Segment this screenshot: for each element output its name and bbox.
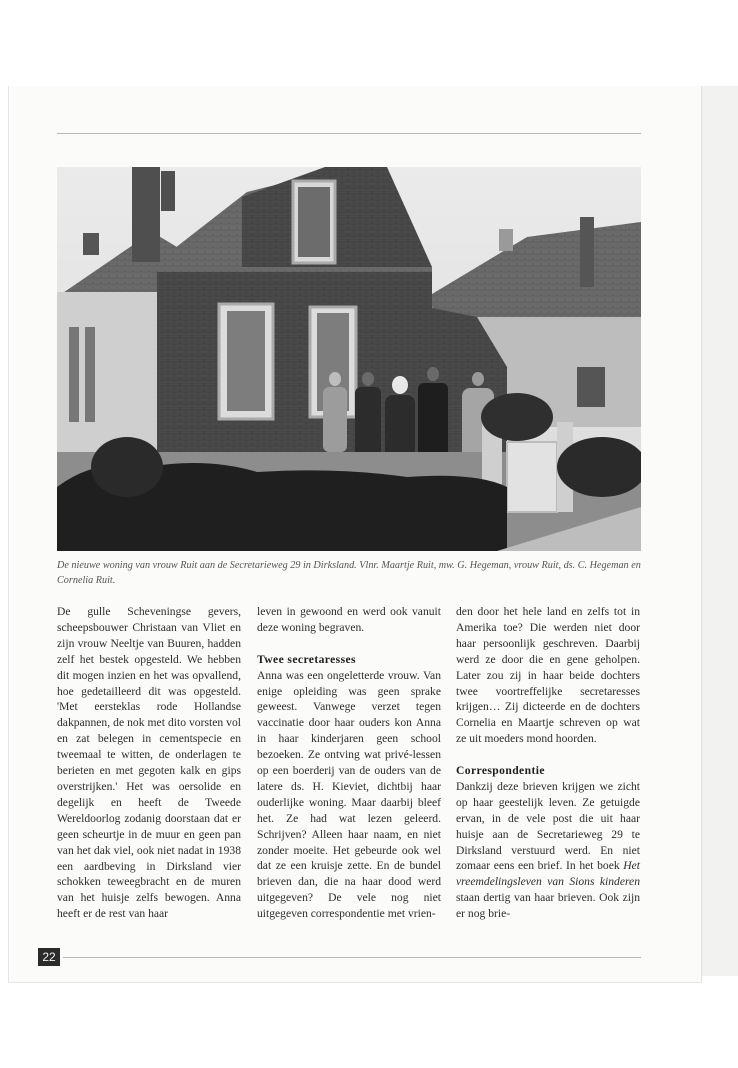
text-column-2 bbox=[257, 604, 441, 922]
adjacent-page-edge bbox=[700, 86, 738, 976]
paragraph-continuation: leven in gewoond en werd ook vanuit deze woning begraven. bbox=[257, 605, 441, 634]
section-heading-correspondentie: Correspondentie bbox=[456, 764, 545, 778]
house-photograph bbox=[57, 167, 641, 551]
text-column-3 bbox=[456, 604, 640, 922]
photo-caption: De nieuwe woning van vrouw Ruit aan de Secretarieweg 29 in Dirksland. Vlnr. Maartje Ruit, mw. G. Hegeman, vrouw Ruit, ds. C. Hegeman en Cornelia Ruit. bbox=[57, 560, 641, 586]
header-rule bbox=[57, 133, 641, 134]
page-number: 22 bbox=[38, 948, 60, 966]
paragraph-text-end: staan dertig van haar brieven. Ook zijn er nog brie- bbox=[456, 891, 640, 921]
footer-rule bbox=[63, 957, 641, 958]
paragraph-text-start: Dankzij deze brieven krijgen we zicht op haar geestelijk leven. Ze getuigde ervan, in de vele post die uit haar huisje aan de Secretarieweg 29 te Dirksland verstuurd werd. En niet zomaar eens een brief. In het boek bbox=[456, 779, 640, 873]
paragraph-builders: De gulle Scheveningse gevers, scheepsbouwer Christaan van Vliet en zijn vrouw Neeltje van Buuren, hadden zelf het bestek opgesteld. We hebben dit mogen inzien en het was opvallend, hoe gedetailleerd dit was opgesteld. 'Met eersteklas rode Hollandse dakpannen, de nok met dito vorsten vol en zat belegen in cementspecie en tweemaal te witten, de onderlagen te berieten en met gegoten kalk en gips overstrijken.' Het was oersolide en degelijk en heeft de Tweede Wereldoorlog zodanig doorstaan dat er geen scheurtje in de muur en geen pan van het dak viel, ook niet nadat in 1938 een aardbeving in Dirksland vier schokken teweegbracht en de muren van het huisje zelfs bewogen. Anna heeft er de rest van haar bbox=[57, 605, 241, 921]
paragraph-secretaresses: Anna was een ongeletterde vrouw. Van enige opleiding was geen sprake geweest. Vanwege verzet tegen vaccinatie door haar ouders kon Anna in haar kinderjaren geen school bezoeken. Ze ontving wat privé-lessen op een boerderij van de ouders van de latere ds. H. Kieviet, dichtbij haar ouderlijke woning. Maar daarbij bleef het. Ze had wat lezen geleerd. Schrijven? Alleen haar naam, en niet zonder moeite. Het gebeurde ook wel dat ze een kruisje zette. En de bundel brieven dan, die na haar dood werd uitgegeven? De vele nog niet uitgegeven correspondentie met vrien- bbox=[257, 668, 441, 921]
book-title: Het vreemdelingsleven van Sions kinderen bbox=[456, 859, 640, 889]
section-heading-secretaresses: Twee secretaresses bbox=[257, 652, 356, 666]
paragraph-correspondentie bbox=[456, 779, 640, 922]
text-column-1 bbox=[57, 604, 241, 922]
paragraph-letters: den door het hele land en zelfs tot in Amerika toe? Die werden niet door haar persoonlijk geschreven. Daarbij werd ze door die en gene geholpen. Later zou zij in haar beide dochters twee voortreffelijke secretaresses krijgen… Zij dicteerde en de dochters Cornelia en Maartje schreven op wat ze uit moeders mond hoorden. bbox=[456, 605, 640, 746]
